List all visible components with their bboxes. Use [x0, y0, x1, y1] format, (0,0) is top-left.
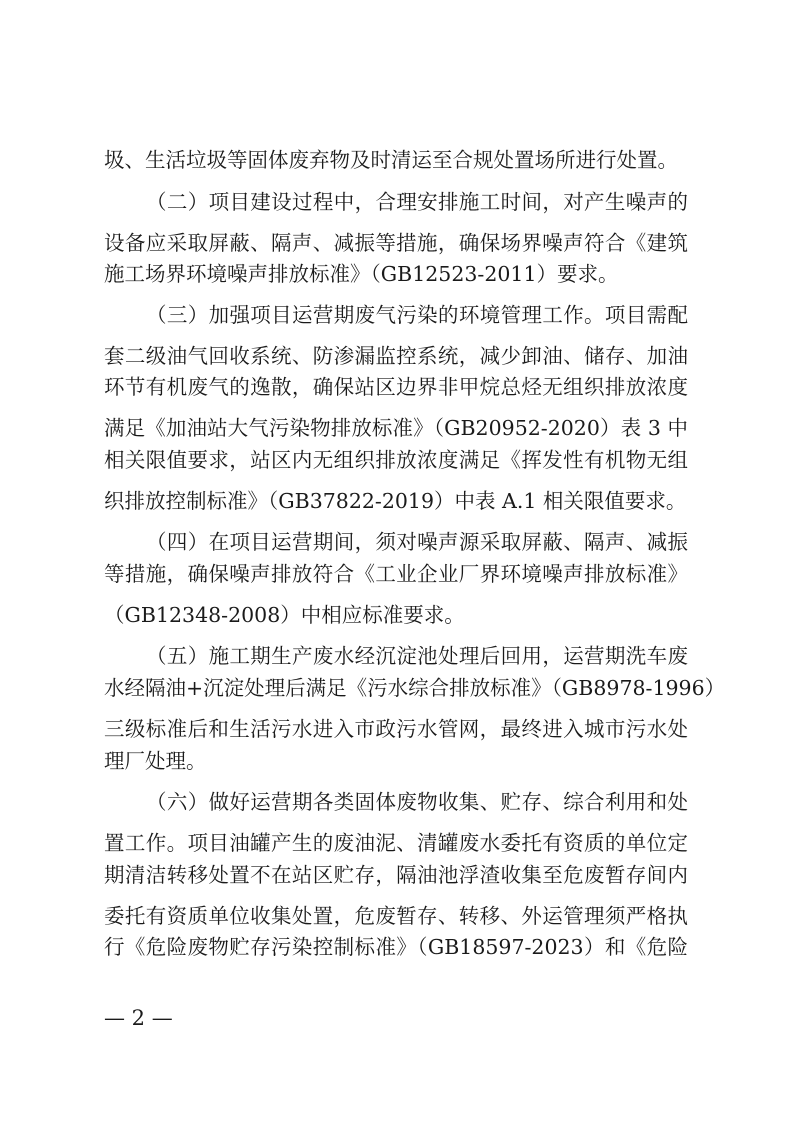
paragraph-3-line: 织排放控制标准》（GB37822-2019）中表 A.1 相关限值要求。: [104, 489, 687, 513]
paragraph-3-line: 套二级油气回收系统、防渗漏监控系统，减少卸油、储存、加油: [104, 344, 688, 368]
paragraph-5-line: 三级标准后和生活污水进入市政污水管网，最终进入城市污水处: [104, 717, 688, 741]
paragraph-6-line: 置工作。项目油罐产生的废油泥、清罐废水委托有资质的单位定: [104, 831, 688, 855]
paragraph-5-line: 水经隔油+沉淀处理后满足《污水综合排放标准》（GB8978-1996）: [104, 676, 726, 700]
paragraph-3-line: 相关限值要求，站区内无组织排放浓度满足《挥发性有机物无组: [104, 448, 688, 472]
paragraph-4-line: 等措施，确保噪声排放符合《工业企业厂界环境噪声排放标准》: [104, 562, 688, 586]
page-number: — 2 —: [104, 1006, 173, 1030]
paragraph-6-line: 期清洁转移处置不在站区贮存，隔油池浮渣收集至危废暂存间内: [104, 863, 688, 887]
text-line: 圾、生活垃圾等固体废弃物及时清运至合规处置场所进行处置。: [104, 148, 678, 172]
paragraph-6-line: （六）做好运营期各类固体废物收集、贮存、综合利用和处: [146, 790, 688, 814]
paragraph-2-line: （二）项目建设过程中，合理安排施工时间，对产生噪声的: [146, 190, 688, 214]
paragraph-6-line: 委托有资质单位收集处置，危废暂存、转移、外运管理须严格执: [104, 904, 688, 928]
paragraph-4-line: （GB12348-2008）中相应标准要求。: [104, 603, 465, 627]
paragraph-2-line: 设备应采取屏蔽、隔声、减振等措施，确保场界噪声符合《建筑: [104, 231, 688, 255]
paragraph-2-line: 施工场界环境噪声排放标准》（GB12523-2011）要求。: [104, 262, 619, 286]
paragraph-4-line: （四）在项目运营期间，须对噪声源采取屏蔽、隔声、减振: [146, 530, 688, 554]
paragraph-5-line: 理厂处理。: [104, 749, 207, 773]
paragraph-6-line: 行《危险废物贮存污染控制标准》（GB18597-2023）和《危险: [104, 935, 688, 959]
paragraph-3-line: 环节有机废气的逸散，确保站区边界非甲烷总烃无组织排放浓度: [104, 375, 688, 399]
paragraph-3-line: 满足《加油站大气污染物排放标准》（GB20952-2020）表 3 中: [104, 416, 688, 440]
paragraph-5-line: （五）施工期生产废水经沉淀池处理后回用，运营期洗车废: [146, 644, 688, 668]
paragraph-3-line: （三）加强项目运营期废气污染的环境管理工作。项目需配: [146, 303, 688, 327]
